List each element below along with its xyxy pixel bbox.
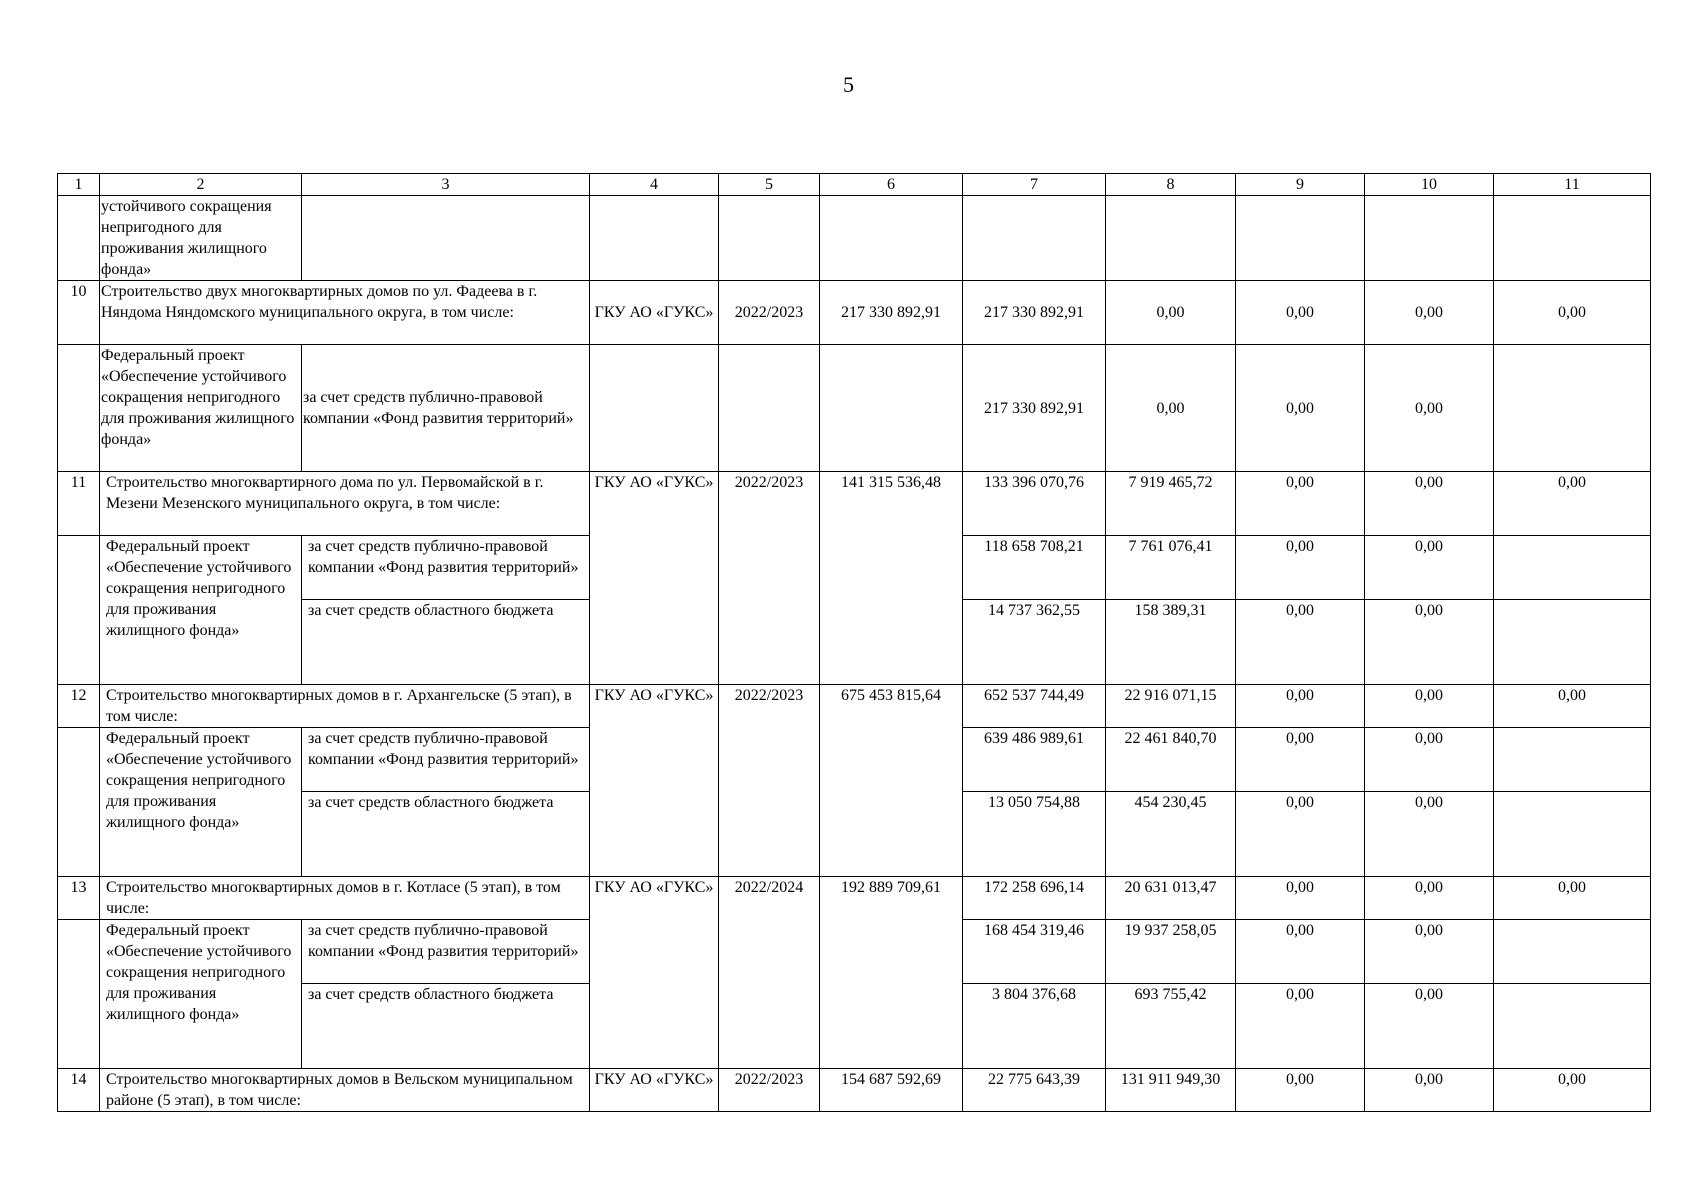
col-header-8: 8 (1106, 174, 1236, 196)
col-header-1: 1 (58, 174, 100, 196)
amount-col-11: 0,00 (1494, 1069, 1651, 1112)
table-row (58, 877, 1651, 920)
row-number: 11 (58, 472, 100, 536)
amount-col-7: 13 050 754,88 (963, 792, 1106, 877)
amount-col-10: 0,00 (1365, 536, 1494, 600)
period: 2022/2023 (719, 685, 820, 877)
amount-col-10: 0,00 (1365, 600, 1494, 685)
amount-col-11: 0,00 (1494, 685, 1651, 728)
customer: ГКУ АО «ГУКС» (590, 281, 719, 345)
col-header-9: 9 (1236, 174, 1365, 196)
amount-col-8: 22 916 071,15 (1106, 685, 1236, 728)
col-header-5: 5 (719, 174, 820, 196)
amount-col-8: 0,00 (1106, 345, 1236, 472)
amount-col-11: 0,00 (1494, 281, 1651, 345)
total-amount: 141 315 536,48 (820, 472, 963, 685)
col-header-4: 4 (590, 174, 719, 196)
federal-project-text: Федеральный проект «Обеспечение устойчивого сокращения непригодного для проживания жилищного фонда» (100, 728, 302, 877)
table-row (58, 345, 1651, 472)
amount-col-8: 22 461 840,70 (1106, 728, 1236, 792)
customer: ГКУ АО «ГУКС» (590, 877, 719, 1069)
amount-col-7: 168 454 319,46 (963, 920, 1106, 984)
amount-col-7: 22 775 643,39 (963, 1069, 1106, 1112)
amount-col-10: 0,00 (1365, 472, 1494, 536)
total-amount: 217 330 892,91 (820, 281, 963, 345)
amount-col-9: 0,00 (1236, 920, 1365, 984)
amount-col-8: 131 911 949,30 (1106, 1069, 1236, 1112)
col-header-7: 7 (963, 174, 1106, 196)
amount-col-10: 0,00 (1365, 685, 1494, 728)
page-number: 5 (843, 72, 854, 97)
amount-col-9: 0,00 (1236, 685, 1365, 728)
amount-col-8: 0,00 (1106, 281, 1236, 345)
period: 2022/2023 (719, 281, 820, 345)
object-title: Строительство многоквартирного дома по ул. Первомайской в г. Мезени Мезенского муниципального округа, в том числе: (100, 472, 590, 536)
funding-source-budget: за счет средств областного бюджета (302, 600, 590, 685)
amount-col-7: 3 804 376,68 (963, 984, 1106, 1069)
object-title: Строительство многоквартирных домов в г. Котласе (5 этап), в том числе: (100, 877, 590, 920)
amount-col-9: 0,00 (1236, 984, 1365, 1069)
period: 2022/2023 (719, 472, 820, 685)
amount-col-10: 0,00 (1365, 877, 1494, 920)
amount-col-10: 0,00 (1365, 920, 1494, 984)
customer: ГКУ АО «ГУКС» (590, 685, 719, 877)
col-header-10: 10 (1365, 174, 1494, 196)
amount-col-7: 217 330 892,91 (963, 281, 1106, 345)
carryover-project-text: устойчивого сокращения непригодного для проживания жилищного фонда» (100, 196, 302, 281)
customer: ГКУ АО «ГУКС» (590, 472, 719, 685)
table-row (58, 685, 1651, 728)
funding-source-fund: за счет средств публично-правовой компании «Фонд развития территорий» (302, 728, 590, 792)
col-header-3: 3 (302, 174, 590, 196)
funding-source-budget: за счет средств областного бюджета (302, 984, 590, 1069)
row-number: 10 (58, 281, 100, 345)
funding-source-fund: за счет средств публично-правовой компании «Фонд развития территорий» (302, 345, 590, 472)
amount-col-7: 217 330 892,91 (963, 345, 1106, 472)
federal-project-text: Федеральный проект «Обеспечение устойчивого сокращения непригодного для проживания жилищного фонда» (100, 920, 302, 1069)
amount-col-9: 0,00 (1236, 792, 1365, 877)
funding-source-fund: за счет средств публично-правовой компании «Фонд развития территорий» (302, 536, 590, 600)
total-amount: 675 453 815,64 (820, 685, 963, 877)
amount-col-7: 14 737 362,55 (963, 600, 1106, 685)
col-header-11: 11 (1494, 174, 1651, 196)
table-row (58, 472, 1651, 536)
amount-col-9: 0,00 (1236, 281, 1365, 345)
amount-col-8: 693 755,42 (1106, 984, 1236, 1069)
total-amount: 154 687 592,69 (820, 1069, 963, 1112)
amount-col-9: 0,00 (1236, 877, 1365, 920)
amount-col-9: 0,00 (1236, 728, 1365, 792)
column-numbers-row (58, 174, 1651, 196)
amount-col-8: 19 937 258,05 (1106, 920, 1236, 984)
table-row (58, 281, 1651, 345)
funding-table (57, 173, 1651, 1112)
funding-source-fund: за счет средств публично-правовой компании «Фонд развития территорий» (302, 920, 590, 984)
amount-col-7: 133 396 070,76 (963, 472, 1106, 536)
amount-col-8: 20 631 013,47 (1106, 877, 1236, 920)
amount-col-7: 172 258 696,14 (963, 877, 1106, 920)
amount-col-10: 0,00 (1365, 1069, 1494, 1112)
period: 2022/2023 (719, 1069, 820, 1112)
amount-col-7: 118 658 708,21 (963, 536, 1106, 600)
table-row (58, 1069, 1651, 1112)
object-title: Строительство многоквартирных домов в г. Архангельске (5 этап), в том числе: (100, 685, 590, 728)
amount-col-7: 639 486 989,61 (963, 728, 1106, 792)
col-header-6: 6 (820, 174, 963, 196)
total-amount: 192 889 709,61 (820, 877, 963, 1069)
amount-col-10: 0,00 (1365, 345, 1494, 472)
federal-project-text: Федеральный проект «Обеспечение устойчивого сокращения непригодного для проживания жилищного фонда» (100, 345, 302, 472)
amount-col-10: 0,00 (1365, 281, 1494, 345)
amount-col-8: 454 230,45 (1106, 792, 1236, 877)
col-header-2: 2 (100, 174, 302, 196)
row-number: 14 (58, 1069, 100, 1112)
amount-col-8: 7 761 076,41 (1106, 536, 1236, 600)
amount-col-10: 0,00 (1365, 792, 1494, 877)
funding-source-budget: за счет средств областного бюджета (302, 792, 590, 877)
amount-col-8: 158 389,31 (1106, 600, 1236, 685)
amount-col-11: 0,00 (1494, 472, 1651, 536)
amount-col-8: 7 919 465,72 (1106, 472, 1236, 536)
amount-col-10: 0,00 (1365, 728, 1494, 792)
amount-col-9: 0,00 (1236, 536, 1365, 600)
amount-col-7: 652 537 744,49 (963, 685, 1106, 728)
federal-project-text: Федеральный проект «Обеспечение устойчивого сокращения непригодного для проживания жилищного фонда» (100, 536, 302, 685)
carryover-row (58, 196, 1651, 281)
amount-col-10: 0,00 (1365, 984, 1494, 1069)
amount-col-9: 0,00 (1236, 472, 1365, 536)
amount-col-9: 0,00 (1236, 600, 1365, 685)
amount-col-9: 0,00 (1236, 1069, 1365, 1112)
row-number: 12 (58, 685, 100, 728)
object-title: Строительство многоквартирных домов в Вельском муниципальном районе (5 этап), в том числе: (100, 1069, 590, 1112)
amount-col-11: 0,00 (1494, 877, 1651, 920)
row-number: 13 (58, 877, 100, 920)
amount-col-9: 0,00 (1236, 345, 1365, 472)
object-title: Строительство двух многоквартирных домов по ул. Фадеева в г. Няндома Няндомского муниципального округа, в том числе: (100, 281, 590, 345)
customer: ГКУ АО «ГУКС» (590, 1069, 719, 1112)
period: 2022/2024 (719, 877, 820, 1069)
